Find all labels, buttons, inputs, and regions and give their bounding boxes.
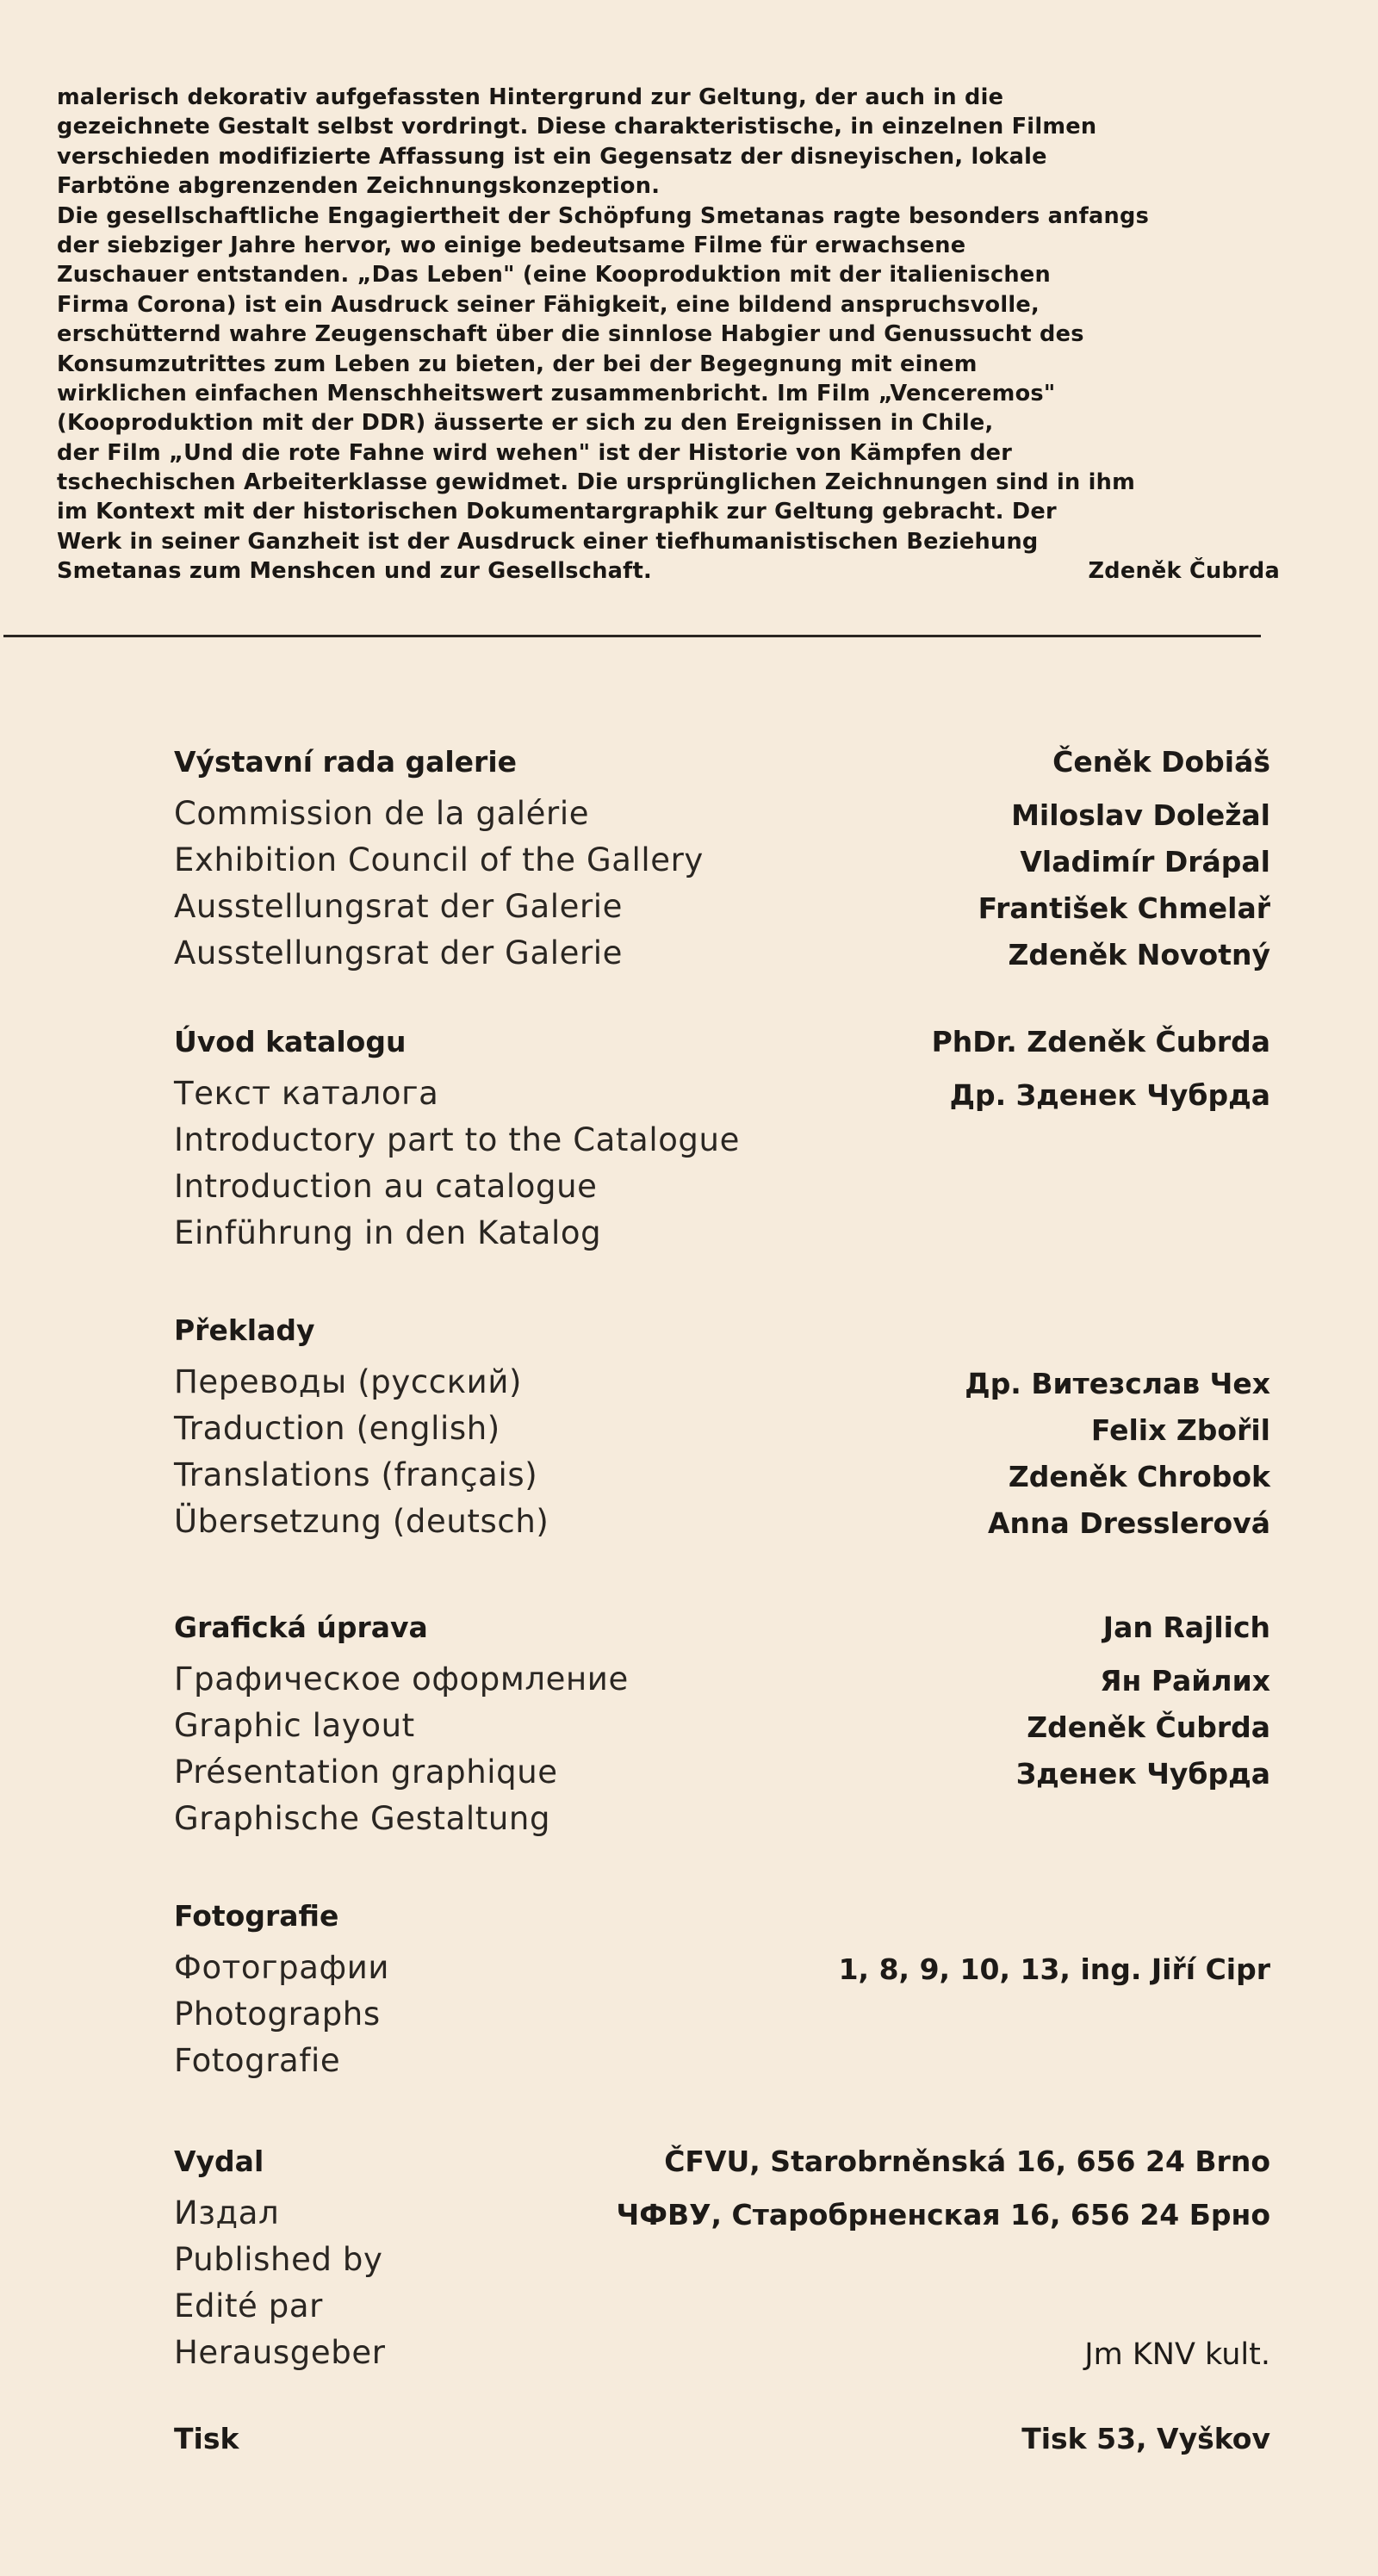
credit-heading: Tisk xyxy=(174,2422,239,2455)
credit-subheading: Herausgeber xyxy=(174,2334,386,2371)
intro-line: erschütternd wahre Zeugenschaft über die sinnlose Habgier und Genussucht des xyxy=(57,321,1084,348)
credit-name: Др. Витезслав Чех xyxy=(965,1367,1270,1400)
intro-line: (Kooproduktion mit der DDR) äusserte er sich zu den Ereignissen in Chile, xyxy=(57,410,994,437)
credit-subheading: Edité par xyxy=(174,2287,323,2325)
credit-name: Vladimír Drápal xyxy=(1020,845,1270,878)
intro-line: verschieden modifizierte Affassung ist ein Gegensatz der disneyischen, lokale xyxy=(57,143,1047,170)
intro-line: der Film „Und die rote Fahne wird wehen" ist der Historie von Kämpfen der xyxy=(57,439,1013,466)
credit-name: Зденек Чубрда xyxy=(1015,1757,1270,1791)
intro-line: tschechischen Arbeiterklasse gewidmet. Die ursprünglichen Zeichnungen sind in ihm xyxy=(57,469,1136,496)
credit-name: Ян Райлих xyxy=(1100,1664,1270,1698)
credit-name: PhDr. Zdeněk Čubrda xyxy=(931,1025,1270,1058)
intro-line: gezeichnete Gestalt selbst vordringt. Diese charakteristische, in einzelnen Filmen xyxy=(57,114,1097,140)
credit-name: František Chmelař xyxy=(978,891,1270,925)
credit-subheading: Published by xyxy=(174,2241,383,2278)
credit-heading: Překlady xyxy=(174,1313,315,1347)
credit-name: Felix Zbořil xyxy=(1090,1413,1270,1447)
credit-name: 1, 8, 9, 10, 13, ing. Jiří Cipr xyxy=(838,1952,1270,1986)
credit-subheading: Графическое оформление xyxy=(174,1660,629,1698)
credit-subheading: Переводы (русский) xyxy=(174,1363,523,1400)
intro-text xyxy=(57,83,1280,587)
intro-line: Die gesellschaftliche Engagiertheit der Schöpfung Smetanas ragte besonders anfangs xyxy=(57,202,1150,229)
credit-subheading: Издал xyxy=(174,2194,280,2231)
intro-line: wirklichen einfachen Menschheitswert zusammenbricht. Im Film „Venceremos" xyxy=(57,380,1056,407)
credit-subheading: Ausstellungsrat der Galerie xyxy=(174,934,624,971)
intro-line: Konsumzutrittes zum Leben zu bieten, der bei der Begegnung mit einem xyxy=(57,351,978,377)
credit-subheading: Graphic layout xyxy=(174,1707,415,1744)
credit-name: Jm KNV kult. xyxy=(1084,2337,1270,2372)
credit-subheading: Traduction (english) xyxy=(174,1410,500,1447)
author-signature: Zdeněk Čubrda xyxy=(1088,558,1280,585)
credit-name: Zdeněk Chrobok xyxy=(1008,1460,1270,1493)
credit-name: ČFVU, Starobrněnská 16, 656 24 Brno xyxy=(664,2145,1270,2178)
credit-name: Tisk 53, Vyškov xyxy=(1021,2422,1270,2455)
credit-subheading: Introductory part to the Catalogue xyxy=(174,1121,740,1158)
credit-subheading: Übersetzung (deutsch) xyxy=(174,1503,549,1540)
credit-name: Zdeněk Novotný xyxy=(1008,938,1270,971)
credit-heading: Fotografie xyxy=(174,1899,339,1933)
credit-name: Zdeněk Čubrda xyxy=(1027,1710,1270,1744)
section-divider xyxy=(3,635,1261,637)
credit-subheading: Introduction au catalogue xyxy=(174,1168,598,1205)
credit-subheading: Exhibition Council of the Gallery xyxy=(174,841,704,878)
credit-heading: Úvod katalogu xyxy=(174,1025,407,1058)
credit-name: Др. Зденек Чубрда xyxy=(949,1078,1270,1112)
credit-subheading: Einführung in den Katalog xyxy=(174,1214,602,1251)
credit-heading: Grafická úprava xyxy=(174,1611,428,1644)
credit-subheading: Présentation graphique xyxy=(174,1754,558,1791)
credit-name: ЧФВУ, Старобрненская 16, 656 24 Брно xyxy=(616,2198,1270,2231)
credit-subheading: Fotografie xyxy=(174,2042,341,2079)
credit-name: Jan Rajlich xyxy=(1102,1611,1270,1644)
intro-line: Zuschauer entstanden. „Das Leben" (eine Kooproduktion mit der italienischen xyxy=(57,262,1051,289)
credit-heading: Vydal xyxy=(174,2145,264,2178)
credit-subheading: Фотографии xyxy=(174,1949,390,1986)
credit-subheading: Текст каталога xyxy=(174,1075,439,1112)
intro-line: malerisch dekorativ aufgefassten Hintergrund zur Geltung, der auch in die xyxy=(57,84,1004,110)
credit-subheading: Commission de la galérie xyxy=(174,795,590,832)
credit-name: Miloslav Doležal xyxy=(1011,798,1270,832)
intro-line: Werk in seiner Ganzheit ist der Ausdruck einer tiefhumanistischen Beziehung xyxy=(57,528,1039,555)
credit-name: Čeněk Dobiáš xyxy=(1052,745,1270,779)
intro-line: Farbtöne abgrenzenden Zeichnungskonzeption. xyxy=(57,173,661,200)
intro-line: der siebziger Jahre hervor, wo einige bedeutsame Filme für erwachsene xyxy=(57,232,966,258)
intro-line: Firma Corona) ist ein Ausdruck seiner Fähigkeit, eine bildend anspruchsvolle, xyxy=(57,291,1040,318)
credit-subheading: Ausstellungsrat der Galerie xyxy=(174,888,624,925)
credit-subheading: Graphische Gestaltung xyxy=(174,1800,551,1837)
credit-subheading: Translations (français) xyxy=(174,1456,538,1493)
credit-subheading: Photographs xyxy=(174,1996,381,2033)
credit-heading: Výstavní rada galerie xyxy=(174,745,518,779)
intro-line: Smetanas zum Menshcen und zur Gesellschaft. xyxy=(57,558,653,585)
intro-last-line xyxy=(57,556,1280,586)
intro-line: im Kontext mit der historischen Dokumentargraphik zur Geltung gebracht. Der xyxy=(57,499,1057,525)
credit-name: Anna Dresslerová xyxy=(987,1506,1270,1540)
